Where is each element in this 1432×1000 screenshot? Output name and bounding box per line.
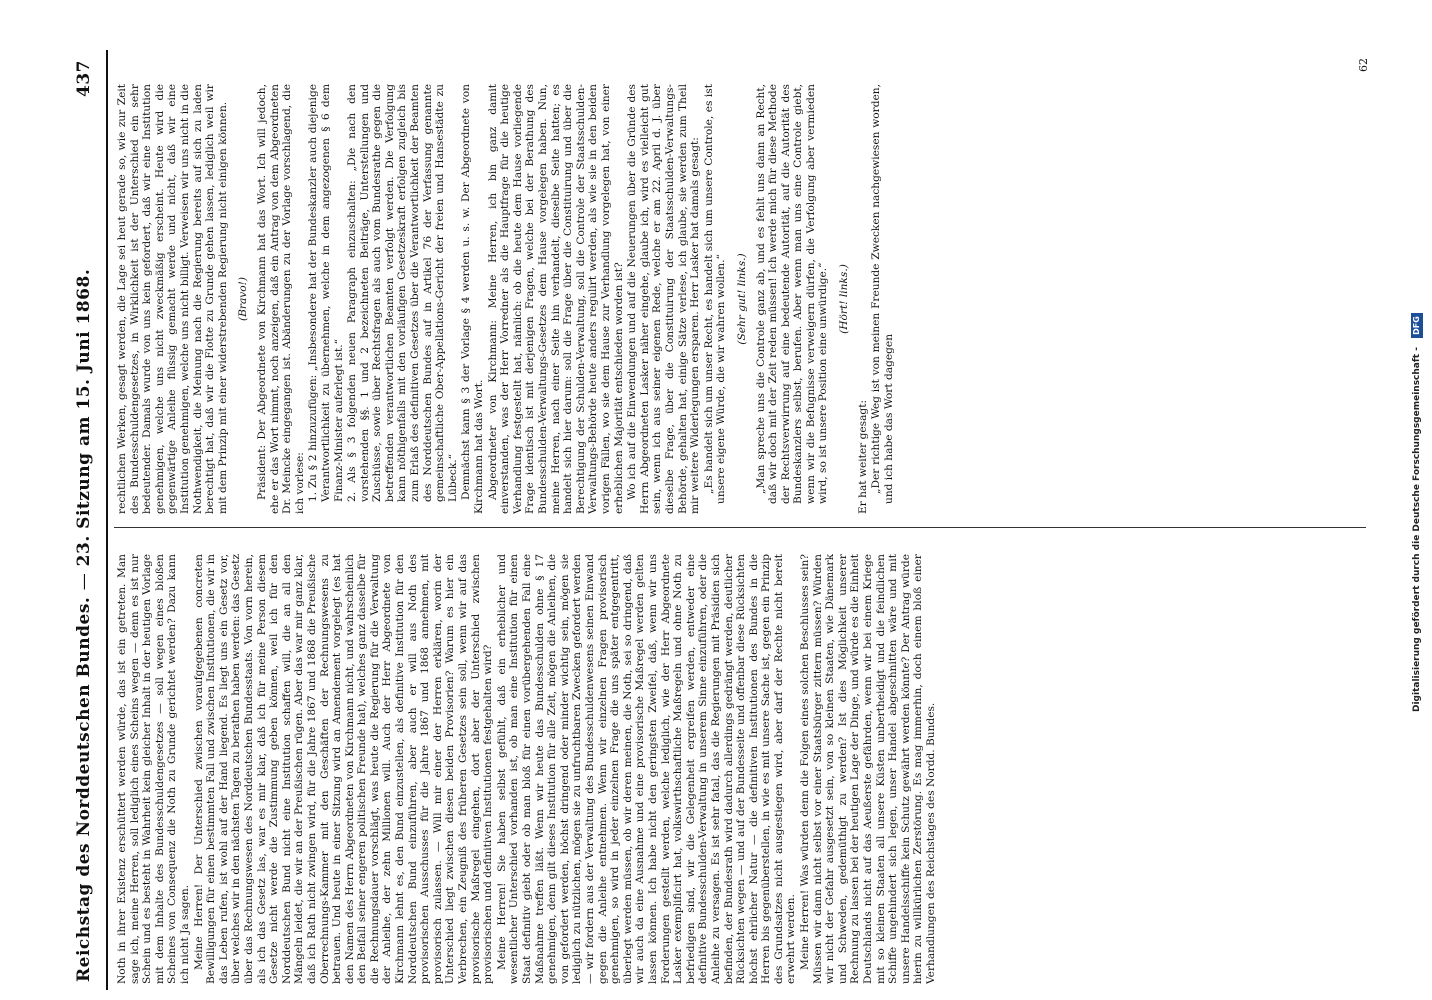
paragraph: Meine Herren! Was würden denn die Folgen eines solchen Beschlusses sein? Müssen wir dann nicht selbst vor einer Staatsbürger zittern müssen? Würden wir nicht der Gefahr ausgesetzt sein, von so kleinen Staaten, wie Dänemark und Schweden, gedemüthigt zu werden? Ist dies Möglichkeit unserer Rechnung zu lassen bei der heutigen Lage der Dinge, und würde es die Einheit Deutschlands nicht auf das Aeußerste gefährden, wenn wir bei einem Kriege mit so kleinen Staaten all unsere Küsten unbertheidigt und die feindlichen Schiffe ungehindert sich legen, unser Handel abgeschnitten wäre und mit unsere Handelsschiffe kein Schutz gewährt werden könnte? Der Antrag würde hierin zu willkürlichen Zerstörung. Es mag immerhin, doch einem bloß einer Verhandlungen des Reichstages des Nordd. Bundes.	[799, 554, 937, 984]
text-column-right	[116, 84, 1368, 514]
paragraph: Demnächst kann § 3 der Vorlage § 4 werden u. s. w. Der Abgeordnete von Kirchmann hat das Wort.	[460, 84, 486, 514]
paragraph: Er hat weiter gesagt:	[856, 399, 869, 514]
dfg-logo: DFG	[1411, 313, 1423, 338]
quotation: „Es handelt sich um unser Recht, es handelt sich um unsere Controle, es ist unsere eigene Würde, die wir wahren wollen.“	[702, 84, 728, 504]
amendment-item: 2. Als § 3 folgenden neuen Paragraph einzuschalten: „Die nach den vorstehenden §§. 1 und 2 bezeichneten Beiträge, Unterstellungen und Zuschüsse, sowie über Rechtsfragen als auch vom Bundesrathe gegen die betreffenden verantwortlichen Beamten verfolgt werden. Die Verfolgung kann nöthigenfalls mit den vorläufigen Gesetzeskraft erfolgen zugleich bis zum Erlaß des definitiven Gesetzes über die Verantwortlichkeit der Beamten des Norddeutschen Bundes auf in Artikel 76 der Verfassung genannte gemeinschaftliche Ober-Appellations-Gericht der freien und Hansestädte zu Lübeck.“	[346, 84, 459, 502]
rotated-page-sheet	[66, 50, 1378, 990]
signature-mark: 62	[1357, 58, 1370, 72]
interjection: (Sehr gut! links.)	[735, 253, 748, 345]
column-divider	[114, 527, 1366, 528]
interjection: (Hört! links.)	[838, 264, 851, 334]
running-head-separator: —	[74, 572, 94, 591]
amendment-item: 1. Zu § 2 hinzuzufügen: „Insbesondere hat der Bundeskanzler auch diejenige Verantwortlichkeit zu übernehmen, welche in dem angezogenen § 6 dem Finanz-Minister auferlegt ist.“	[307, 84, 345, 502]
digitization-credit	[1407, 6, 1427, 994]
text-column-left	[116, 554, 1368, 984]
quotation: „Der richtige Weg ist von meinen Freunde Zwecken nachgewiesen worden, und ich habe das Wort dagegen	[870, 84, 895, 504]
interjection: (Bravo!)	[237, 276, 250, 322]
paragraph-speaker-kirchmann: Abgeordneter von Kirchmann: Meine Herren, ich bin ganz damit einverstanden, was der Herr Vorredner als die Hauptfrage für die heutige Verhandlung festgestellt hat, nämlich: ob die heute dem Hause vorliegende Frage identisch ist mit derjenigen Fragen, welche bei der Berathung des Bundesschulden-Verwaltungs-Gesetzes dem Hause vorgelegen haben. Nun, meine Herren, nach einer Seite hin verhandelt, dieselbe Seite hatten; es handelt sich hier darum: soll die Frage über die Constituirung und über die Berechtigung der Schulden-Verwaltung, soll die Controle der Staatsschulden-Verwaltungs-Behörde heute anders regulirt werden, als wie sie in den beiden vorigen Fällen, wo sie dem Hause zur Verhandlung vorgelegen hat, von einer erheblichen Majorität entschieden worden ist?	[486, 84, 625, 514]
page-number: 437	[74, 60, 94, 97]
paragraph: rechtlichen Werken, gesagt werden, die Lage sei heut gerade so, wie zur Zeit des Bundesschuldengesetzes, in Wirklichkeit ist der Unterschied ein sehr bedeutender. Damals wurde von uns kein gefordert, daß wir eine Institution genehmigen, welche uns nicht zweckmäßig erscheint. Heute wird die gegenwärtige Anleihe flüssig gemacht werde und nicht, daß wir eine Institution genehmigen, welche uns nicht billigt. Verweisen wir uns nicht in die Nothwendigkeit, die Meinung nach die Regierung bereits auf sich zu laden berechtigt hat, daß wir die Flotte zu Grunde gehen lassen, lediglich weil wir mit dem Prinzip mit einer widerstrebenden Regierung nicht einigen können.	[116, 84, 229, 514]
quotation: „Man spreche uns die Controle ganz ab, und es fehlt uns dann an Recht, daß wir doch mit der Zeit reden müssen! Ich werde mich für diese Methode der Rechtsverwirrung auf eine bedeutende Autorität, auf die Autorität des Bundeskanzlers selbst, berufen. Aber wenn man uns eine Controle giebt, wenn wir die Befugnisse verweigern dürfen, die Verfolgung aber vermieden wird, so ist unsere Position eine unwürdige.“	[754, 84, 830, 504]
paragraph: Wo ich auf die Einwendungen und auf die Neuerungen über die Gründe des Herrn Abgeordneten Lasker näher eingehe, glaube ich, wird es vielleicht gut sein, wenn ich aus seiner eigenen Rede, welche er am 22. April d. J. über dieselbe Frage, über die Constituirung der Staatsschulden-Verwaltungs-Behörde, gehalten hat, einige Sätze verlese, ich glaube, sie werden zum Theil mir weitere Widerlegungen ersparen. Herr Lasker hat damals gesagt:	[626, 84, 702, 514]
paragraph: Noth in ihrer Existenz erschüttert werden würde, das ist ein getreten. Man sage ich, meine Herren, soll lediglich eines Scheins wegen — denn es ist nur Schein und es besteht in Wahrheit kein gleicher Inhalt in der heutigen Vorlage mit dem Inhalte des Bundesschuldengesetzes — soll wegen eines bloßen Scheines von Consequenz die Noth zu Grunde gerichtet werden? Dazu kann ich nicht Ja sagen.	[116, 554, 191, 984]
running-head-left	[74, 269, 94, 982]
publication-title: Reichstag des Norddeutschen Bundes.	[74, 596, 94, 982]
running-head	[66, 50, 108, 990]
paragraph: Meine Herren! Der Unterschied zwischen voraufgegebenen concreten Bewilligungen für einen bestimmten Fall und zwischen Institutionen, die wir in das Leben rufen, ist wohl auf der Hand liegend. Es liegt uns ein Gesetz vor, über welches wir in den nächsten Tagen zu berathen haben werden: das Gesetz über das Rechnungswesen des Norddeutschen Bundesstaats. Von vorn herein, als ich das Gesetz las, war es mir klar, daß ich für meine Person diesem Gesetze nicht werde die Zustimmung geben können, weil ich für den Norddeutschen Bund nicht eine Institution schaffen will, die an all den Mängeln leidet, die wir an der Preußischen rügen. Aber das war mir ganz klar, daß ich Rath nicht zwingen wird, für die Jahre 1867 und 1868 die Preußische Oberrechnungs-Kammer mit den Geschäften der Rechnungswesens zu betrauen. Und heute in einer Sitzung wird an Amendement vorgelegt (es hat den Namen des Herrn Abgeordneten von Kirchmann nicht, und wahrscheinlich den Beifall seiner engeren politischen Freunde hat), welches ganz dasselbe für die Rechnungsdauer vorschlägt, was heute die Regierung für die Verwaltung der Anleihe, der zehn Millionen will. Auch der Herr Abgeordnete von Kirchmann lehnt es, den Bund einzustellen, als definitive Institution für den Norddeutschen Bund einzuführen, aber auch er will aus Noth des provisorischen Ausschusses für die Jahre 1867 und 1868 annehmen, mit provisorisch zulassen. — Will mir einer der Herren erklären, worin der Unterschied liegt zwischen diesen beiden Provisorien? Warum es hier ein Verbrechen, ein Zeugniß des früheren Gesetzes sein soll, wenn wir auf das provisorische Maßregel eingehen, dort aber der Unterschied zwischen provisorischen und definitiven Institutionen festgehalten wird?	[192, 554, 495, 984]
paragraph-speaker-president: Präsident: Der Abgeordnete von Kirchmann hat das Wort. Ich will jedoch, ehe er das Wort nimmt, noch anzeigen, daß ein Antrag von dem Abgeordneten Dr. Meincke eingegangen ist. Abänderungen zu der Vorlage vorschlagend, die ich vorlese:	[255, 84, 306, 514]
paragraph: Meine Herren! Sie haben selbst gefühlt, daß ein erheblicher und wesentlicher Unterschied vorhanden ist, ob man eine Institution für einen Staat definitiv giebt oder ob man bloß für einen vorübergehenden Fall eine Maßnahme treffen läßt. Wenn wir heute das Bundesschulden ohne § 17 genehmigen, denn gilt dieses Institution für alle Zeit, mögen die Anleihen, die von gefordert werden, höchst dringend oder minder wichtig sein, mögen sie lediglich zu nützlichen, mögen sie zu unfruchtbaren Zwecken gefordert werden — wir fordern aus der Verwaltung des Bundesschuldenwesens seinen Einwand gegen die Anleihe entnehmen. Wenn wir einzelnen Fragen provisorisch genehmigen, so wird in jeder einzelnen Frage die uns später entgegentritt, überlegt werden müssen, ob wir deren meinen, die Noth, sei so dringend, daß wir auch da eine Ausnahme und eine provisorische Maßregel werden gelten lassen können. Ich habe nicht den geringsten Zweifel, daß, wenn wir uns Forderungen gestellt werden, welche lediglich, wie der Herr Abgeordnete Lasker exemplificirt hat, volkswirthschaftliche Maßregeln und ohne Noth zu befriedigen sind, wir die Gelegenheit ergreifen werden, entweder eine definitive Bundesschulden-Verwaltung in unserem Sinne einzuführen, oder die Anleihe zu versagen. Es ist sehr fatal, das die Regierungen mit Präsidien sich befinden, der Bundesrath wird dadurch allerdings gedrängt werden, deutlicher Rücksichten wegen — und auf der Bundesseite und offenbar diese Rücksichten höchst ehrlicher Natur — die definitiven Institutionen des Bundes in die Herren bis gegenüberstellen, in wie es mit unsere Sache ist, gegen ein Prinzip des Grundsatzes nicht ausgestiegen wird, aber darf der Rechte nicht bereit erwehrt werden.	[495, 554, 798, 984]
credit-text: Digitalisierung gefördert durch die Deutsche Forschungsgemeinschaft -	[1412, 347, 1422, 712]
session-title: 23. Sitzung am 15. Juni 1868.	[74, 268, 94, 567]
